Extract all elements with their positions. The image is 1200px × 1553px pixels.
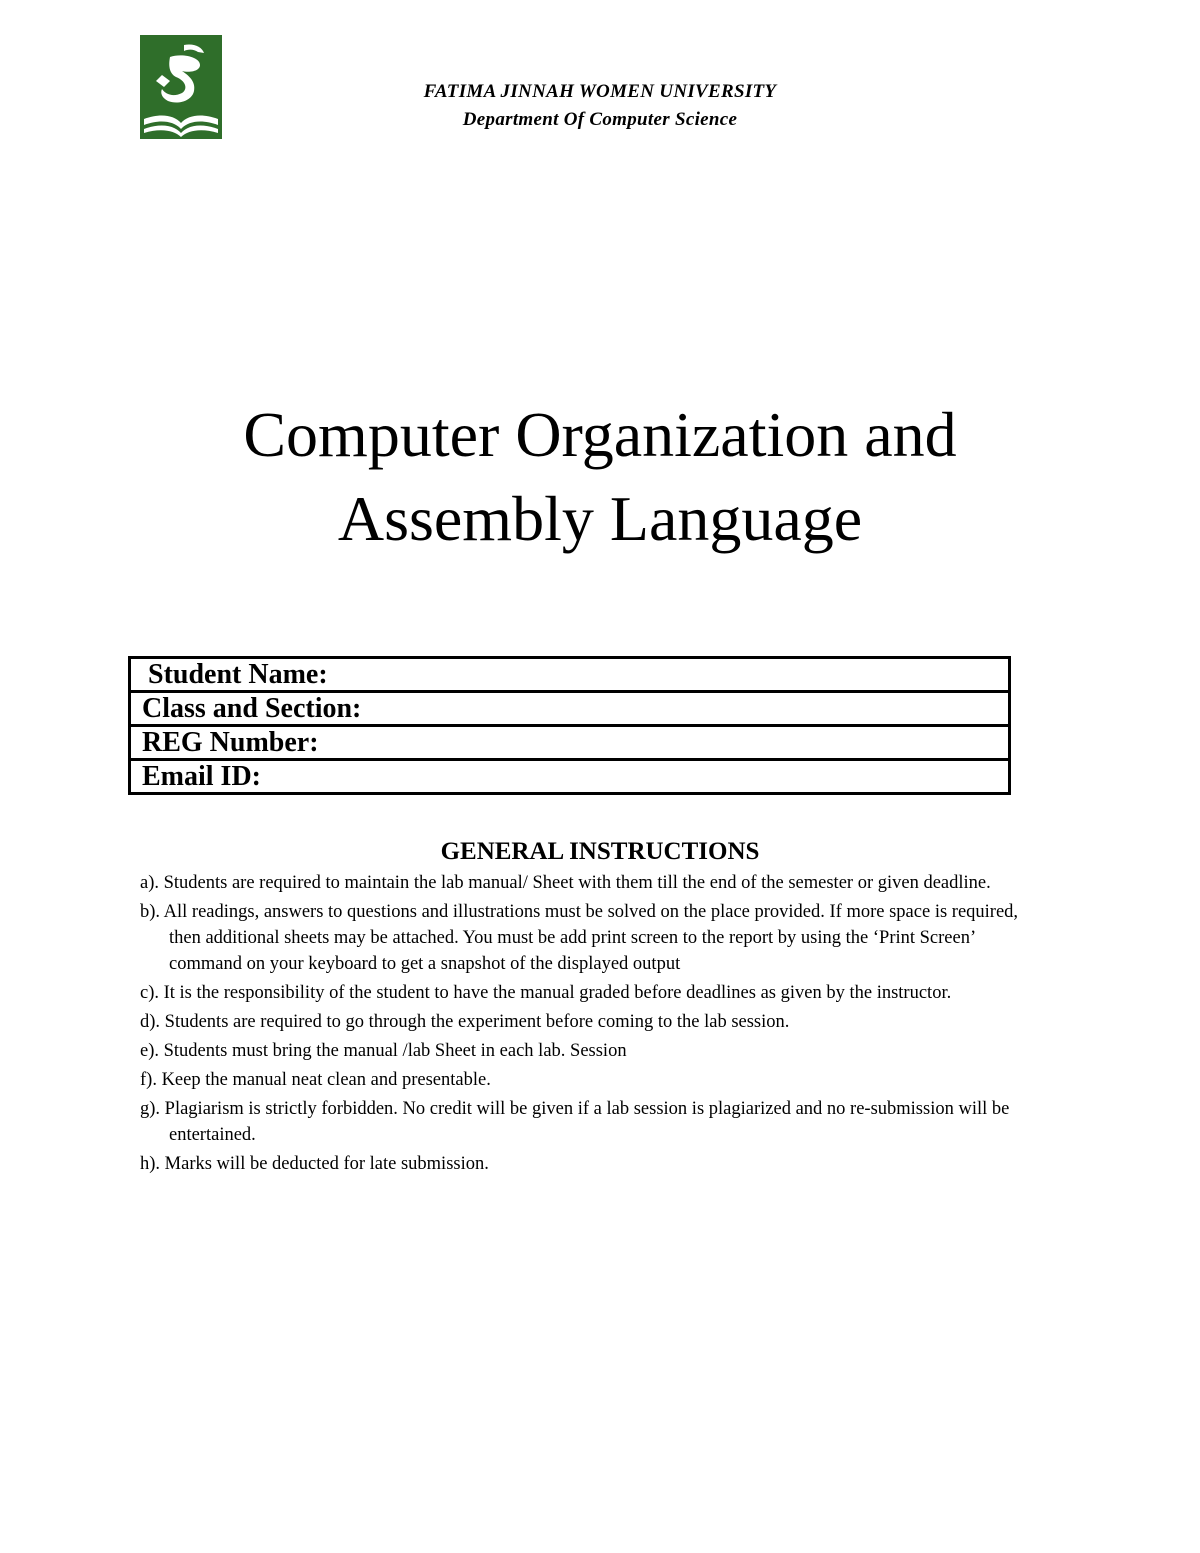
department-name: Department Of Computer Science	[462, 109, 738, 130]
list-item: h). Marks will be deducted for late submission.	[140, 1154, 489, 1174]
student-info-table	[128, 656, 1011, 795]
table-row	[130, 726, 1010, 760]
table-row	[130, 692, 1010, 726]
title-line-2: Assembly Language	[337, 483, 863, 554]
list-item: e). Students must bring the manual /lab Sheet in each lab. Session	[140, 1041, 627, 1061]
instructions-heading: GENERAL INSTRUCTIONS	[440, 838, 760, 865]
list-item: b). All readings, answers to questions and illustrations must be solved on the place provided. If more space is required, then additional sheets may be attached. You must be add print screen to the report by using the ‘Print Screen’ command on your keyboard to get a snapshot of the displayed output	[140, 902, 1019, 974]
list-item: g). Plagiarism is strictly forbidden. No credit will be given if a lab session is plagiarized and no re-submission will be entertained.	[140, 1099, 1010, 1145]
university-logo-icon	[140, 35, 222, 139]
university-logo	[140, 35, 222, 139]
class-section-field: Class and Section:	[130, 692, 1010, 726]
document-header	[300, 78, 900, 134]
student-name-field: Student Name:	[130, 658, 1010, 692]
reg-number-field: REG Number:	[130, 726, 1010, 760]
list-item: d). Students are required to go through the experiment before coming to the lab session.	[140, 1012, 790, 1032]
table-row	[130, 760, 1010, 794]
document-title	[100, 393, 1100, 561]
university-name: FATIMA JINNAH WOMEN UNIVERSITY	[423, 81, 777, 102]
title-line-1: Computer Organization and	[243, 399, 957, 470]
list-item: c). It is the responsibility of the student to have the manual graded before deadlines as given by the instructor.	[140, 983, 952, 1003]
list-item: f). Keep the manual neat clean and presentable.	[140, 1070, 491, 1090]
instructions-list	[140, 870, 1050, 1180]
table-row	[130, 658, 1010, 692]
list-item: a). Students are required to maintain the lab manual/ Sheet with them till the end of the semester or given deadline.	[140, 873, 991, 893]
email-id-field: Email ID:	[130, 760, 1010, 794]
